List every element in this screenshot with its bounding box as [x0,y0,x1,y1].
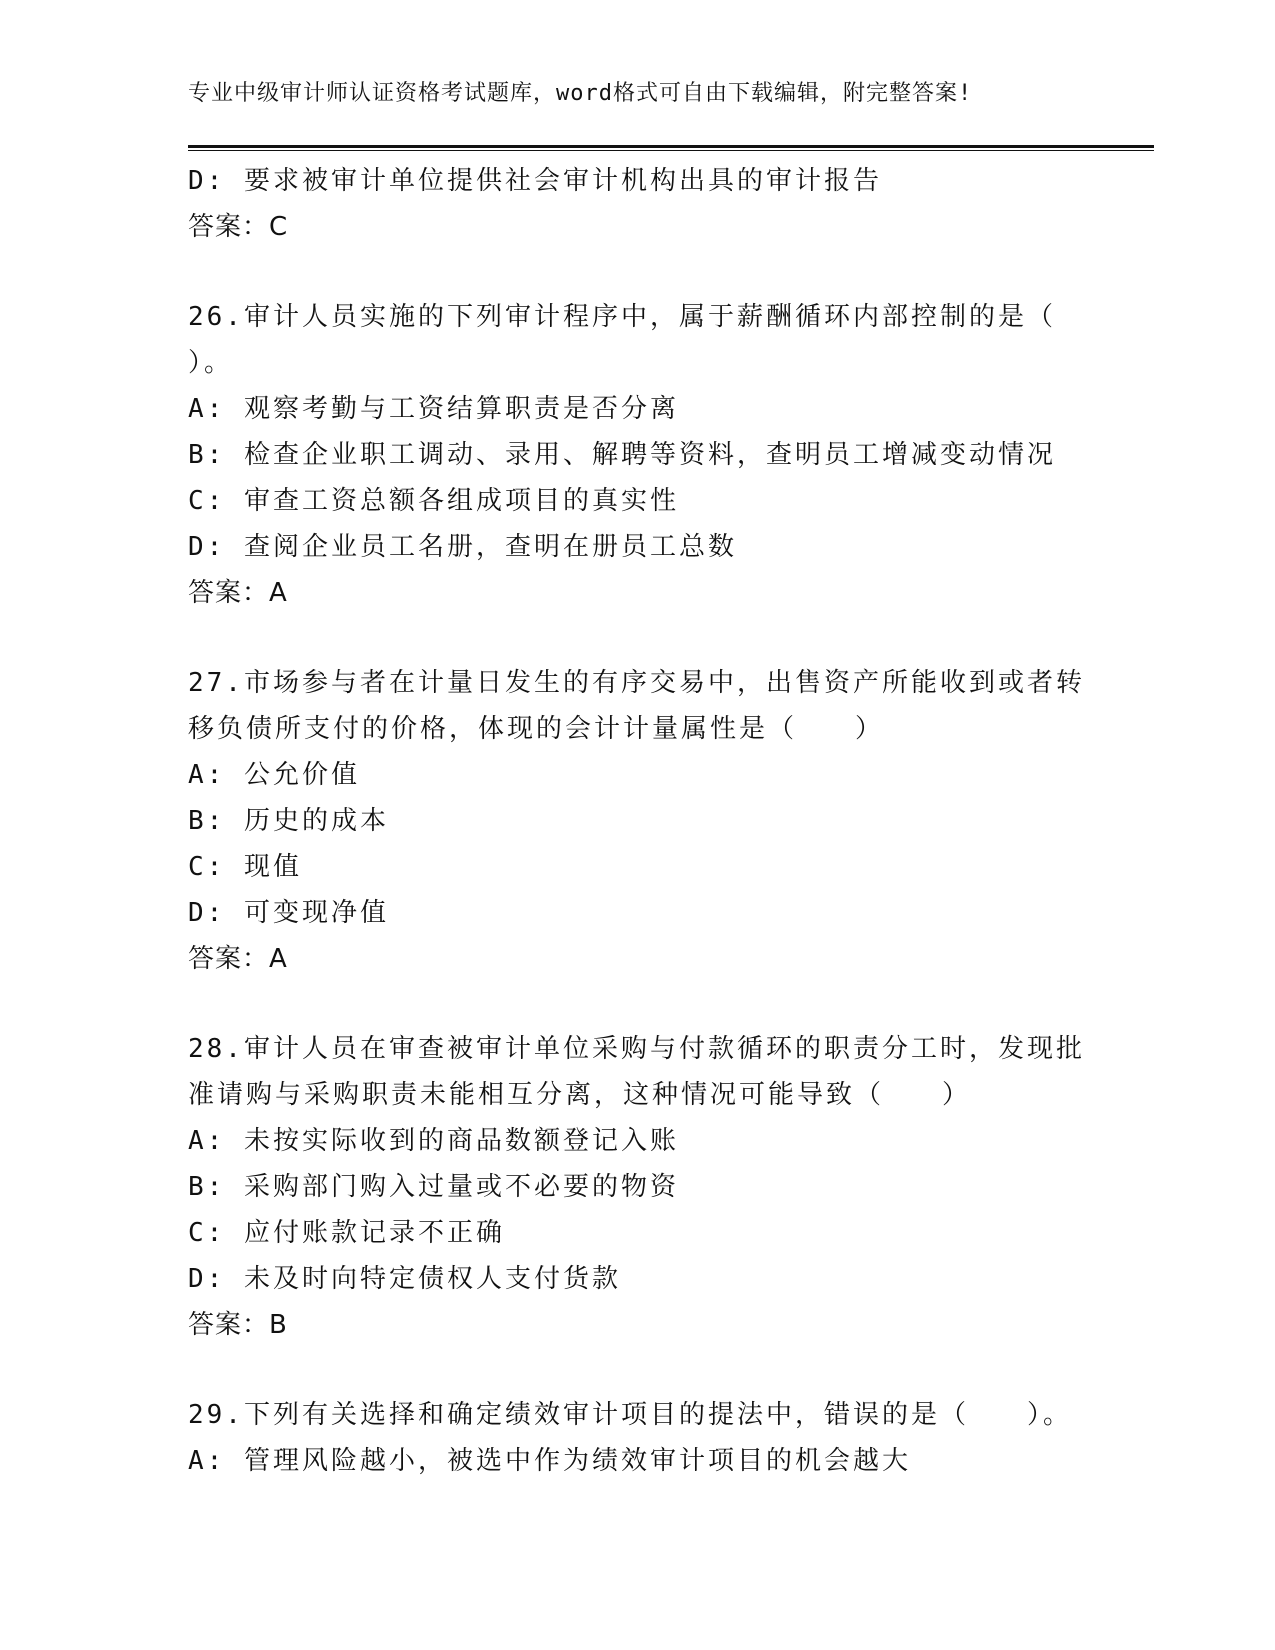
question-29 [188,1392,1088,1484]
question-27 [188,660,1088,982]
option-c: C: 现值 [188,852,302,882]
question-text: 26.审计人员实施的下列审计程序中，属于薪酬循环内部控制的是（ [188,302,1056,332]
answer: 答案：A [188,578,288,608]
option-a: A: 公允价值 [188,760,360,790]
option-d: D: 查阅企业员工名册，查明在册员工总数 [188,532,737,562]
question-text: 27.市场参与者在计量日发生的有序交易中，出售资产所能收到或者转 [188,668,1085,698]
question-text: 准请购与采购职责未能相互分离，这种情况可能导致（ ） [188,1080,972,1110]
question-28 [188,1026,1088,1348]
option-c: C: 应付账款记录不正确 [188,1218,505,1248]
answer: 答案：A [188,944,288,974]
answer: 答案：B [188,1310,288,1340]
header-rule-thick [188,145,1154,148]
option-c: C: 审查工资总额各组成项目的真实性 [188,486,679,516]
option-b: B: 采购部门购入过量或不必要的物资 [188,1172,679,1202]
header-rule-thin [188,150,1154,151]
option-a: A: 未按实际收到的商品数额登记入账 [188,1126,679,1156]
option-d: D: 未及时向特定债权人支付货款 [188,1264,621,1294]
prev-option-d: D: 要求被审计单位提供社会审计机构出具的审计报告 [188,166,882,196]
option-b: B: 历史的成本 [188,806,389,836]
question-text: ）。 [188,348,234,378]
question-content [188,158,1088,1484]
option-a: A: 管理风险越小，被选中作为绩效审计项目的机会越大 [188,1446,911,1476]
option-a: A: 观察考勤与工资结算职责是否分离 [188,394,679,424]
option-b: B: 检查企业职工调动、录用、解聘等资料，查明员工增减变动情况 [188,440,1056,470]
option-d: D: 可变现净值 [188,898,389,928]
prev-answer: 答案：C [188,212,289,242]
question-text: 29.下列有关选择和确定绩效审计项目的提法中，错误的是（ ）。 [188,1400,1072,1430]
question-text: 移负债所支付的价格，体现的会计计量属性是（ ） [188,714,885,744]
question-text: 28.审计人员在审查被审计单位采购与付款循环的职责分工时，发现批 [188,1034,1085,1064]
question-26 [188,294,1088,616]
page-header: 专业中级审计师认证资格考试题库，word格式可自由下载编辑，附完整答案! [188,81,973,106]
